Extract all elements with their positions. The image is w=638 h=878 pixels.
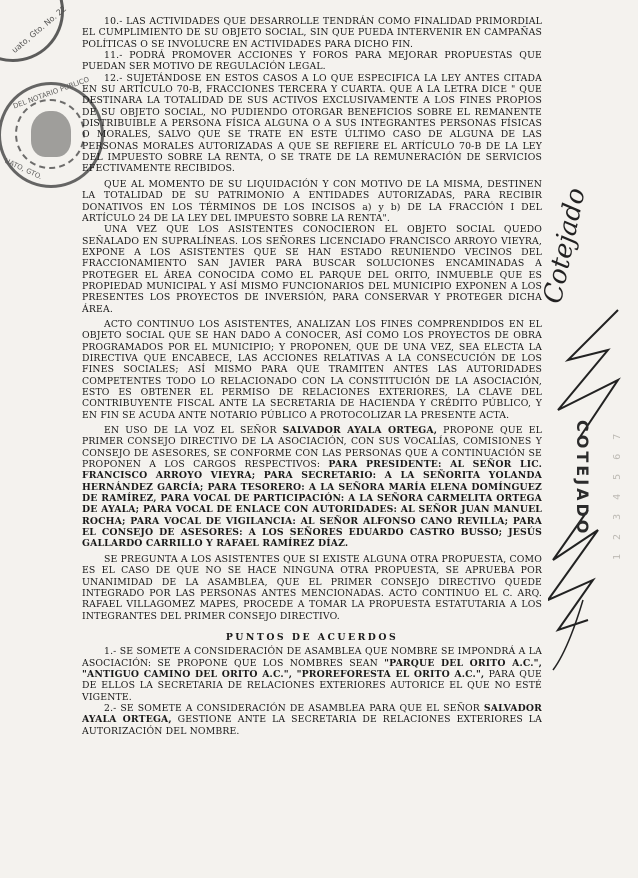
bleed-through-text: 1 2 3 4 5 6 7 — [612, 429, 623, 560]
proposer-name: SALVADOR AYALA ORTEGA, — [282, 425, 438, 437]
cotejado-handwritten: Cotejado — [538, 185, 592, 307]
agreement-2 — [82, 703, 542, 737]
clause-10: 10.- LAS ACTIVIDADES QUE DESARROLLE TENDRÁN COMO FINALIDAD PRIMORDIAL EL CUMPLIMIENTO DE SU OBJETO SOCIAL, SIN QUE PUEDA INTERVENIR EN CAMPAÑAS POLÍTICAS O SE INVOLUCRE EN ACTIVIDADES PARA DICHO FIN. — [82, 16, 542, 50]
agreement-2-name: SALVADOR AYALA ORTEGA, — [82, 702, 542, 726]
eagle-emblem-icon — [31, 111, 71, 157]
notary-stamp-corner — [0, 0, 69, 62]
agreement-2-end: GESTIONE ANTE LA SECRETARIA DE RELACIONES EXTERIORES LA AUTORIZACIÓN DEL NOMBRE. — [82, 714, 542, 737]
board-proposal-intro: EN USO DE LA VOZ EL SEÑOR — [104, 425, 283, 437]
liquidation-paragraph: QUE AL MOMENTO DE SU LIQUIDACIÓN Y CON MOTIVO DE LA MISMA, DESTINEN LA TOTALIDAD DE SU PATRIMONIO A ENTIDADES AUTORIZADAS, PARA RECIBIR DONATIVOS EN LOS TÉRMINOS DE LOS INCISOS a) y b) DE LA FRACCIÓN I DEL ARTÍCULO 24 DE LA LEY DEL IMPUESTO SOBRE LA RENTA". — [82, 178, 542, 224]
vote-paragraph: SE PREGUNTA A LOS ASISTENTES QUE SI EXISTE ALGUNA OTRA PROPUESTA, COMO ES EL CASO DE QUE NO SE HACE NINGUNA OTRA PROPUESTA, SE APRUEBA POR UNANIMIDAD DE LA ASAMBLEA, QUE EL PRIMER CONSEJO DIRECTIVO QUEDE INTEGRADO POR LAS PERSONAS ANTES MENCIONADAS. ACTO CONTINUO EL C. ARQ. RAFAEL VILLAGOMEZ MAPES, PROCEDE A TOMAR LA PROPUESTA ESTATUTARIA A LOS INTEGRANTES DEL PRIMER CONSEJO DIRECTIVO. — [82, 553, 542, 622]
clause-12: 12.- SUJETÁNDOSE EN ESTOS CASOS A LO QUE ESPECIFICA LA LEY ANTES CITADA EN SU ARTÍCULO 70-B, FRACCIONES TERCERA Y CUARTA. QUE A LA LETRA DICE " QUE DESTINARA LA TOTALIDAD DE SUS ACTIVOS EXCLUSIVAMENTE A LOS FINES PROPIOS DE SU OBJETO SOCIAL, NO PUDIENDO OTORGAR BENEFICIOS SOBRE EL REMANENTE DISTRIBUIBLE A PERSONA FÍSICA ALGUNA O A SUS INTEGRANTES PERSONAS FÍSICAS O MORALES, SALVO QUE SE TRATE EN ESTE ÚLTIMO CASO DE ALGUNA DE LAS PERSONAS MORALES AUTORIZADAS A QUE SE REFIERE EL ARTÍCULO 70-B DE LA LEY DEL IMPUESTO SOBRE LA RENTA, O SE TRATE DE LA REMUNERACIÓN DE SERVICIOS EFECTIVAMENTE RECIBIDOS. — [82, 72, 542, 175]
agreement-1 — [82, 646, 542, 703]
clause-11: 11.- PODRÁ PROMOVER ACCIONES Y FOROS PARA MEJORAR PROPUESTAS QUE PUEDAN SER MOTIVO DE REGULACIÓN LEGAL. — [82, 50, 542, 73]
cotejado-stamp: COTEJADO — [573, 420, 592, 537]
stamp-corner-text: uato, Gto. No. 22 — [10, 4, 69, 55]
seal-bottom-text: UATO, GTO. — [3, 156, 44, 182]
board-proposal-text: PROPONE QUE EL PRIMER CONSEJO DIRECTIVO DE LA ASOCIACIÓN, CON SUS VOCALÍAS, COMISIONES Y CONSEJO DE ASESORES, SE CONFORME CON LAS PERSONAS QUE A CONTINUACIÓN SE PROPONEN A LOS CARGOS RESPECTIVOS: — [82, 425, 542, 471]
agreement-1-text: 1.- SE SOMETE A CONSIDERACIÓN DE ASAMBLEA QUE NOMBRE SE IMPONDRÁ A LA ASOCIACIÓN: SE PROPONE QUE LOS NOMBRES SEAN — [82, 646, 542, 669]
attendees-paragraph: UNA VEZ QUE LOS ASISTENTES CONOCIERON EL OBJETO SOCIAL QUEDO SEÑALADO EN SUPRALÍNEAS. LOS SEÑORES LICENCIADO FRANCISCO ARROYO VIEYRA, EXPONE A LOS ASISTENTES QUE SE HAN ESTADO REUNIENDO VECINOS DEL FRACCIONAMIENTO SAN JAVIER PARA BUSCAR SOLUCIONES ENCAMINADAS A PROTEGER EL ÁREA CONOCIDA COMO EL PARQUE DEL ORITO, INMUEBLE QUE ES PROPIEDAD MUNICIPAL Y ASÍ MISMO FUNCIONARIOS DEL MUNICIPIO EXPONEN A LOS PRESENTES LOS PROYECTOS DE INVERSIÓN, PARA CONSERVAR Y PROTEGER DICHA ÁREA. — [82, 224, 542, 315]
signature-stroke-3 — [553, 600, 583, 670]
document-body — [82, 16, 542, 737]
proposed-names: "PARQUE DEL ORITO A.C.", "ANTIGUO CAMINO DEL ORITO A.C.", "PROREFORESTA EL ORITO A.C.", — [82, 657, 543, 680]
agreement-2-text: 2.- SE SOMETE A CONSIDERACIÓN DE ASAMBLEA PARA QUE EL SEÑOR — [104, 702, 484, 714]
board-proposal-paragraph — [82, 425, 542, 550]
board-members-list: PARA PRESIDENTE: AL SEÑOR LIC. FRANCISCO ARROYO VIEYRA; PARA SECRETARIO: A LA SEÑORITA YOLANDA HERNÁNDEZ GARCÍA; PARA TESORERO: A LA SEÑORA MARÍA ELENA DOMÍNGUEZ DE RAMÍREZ, PARA VOCAL DE PARTICIPACIÓN: A LA SEÑORA CARMELITA ORTEGA DE AYALA; PARA VOCAL DE ENLACE CON AUTORIDADES: AL SEÑOR JUAN MANUEL ROCHA; PARA VOCAL DE VIGILANCIA: AL SEÑOR ALFONSO CANO REVILLA; PARA EL CONSEJO DE ASESORES: A LOS SEÑORES EDUARDO CASTRO BUSSO; JESÚS GALLARDO CARRILLO Y RAFAEL RAMÍREZ DÍAZ. — [82, 459, 542, 550]
analysis-paragraph: ACTO CONTINUO LOS ASISTENTES, ANALIZAN LOS FINES COMPRENDIDOS EN EL OBJETO SOCIAL QUE SE HAN DADO A CONOCER, ASÍ COMO LOS PROYECTOS DE OBRA PROGRAMADOS POR EL MUNICIPIO; Y PROPONEN, QUE DE UNA VEZ, SEA ELECTA LA DIRECTIVA QUE ENCABECE, LAS ACCIONES RELATIVAS A LA CONSECUCIÓN DE LOS FINES SOCIALES; ASÍ MISMO PARA QUE TRAMITEN ANTES LAS AUTORIDADES COMPETENTES TODO LO RELACIONADO CON LA CONSTITUCIÓN DE LA ASOCIACIÓN, ESTO ES OBTENER EL PERMISO DE RELACIONES EXTERIORES, LA CLAVE DEL CONTRIBUYENTE FISCAL ANTE LA SECRETARIA DE HACIENDA Y CRÉDITO PÚBLICO, Y EN FIN SE ACUDA ANTE NOTARIO PÚBLICO A PROTOCOLIZAR LA PRESENTE ACTA. — [82, 318, 542, 421]
seal-top-text: DEL NOTARIO PUBLICO — [12, 75, 91, 111]
agreement-1-end: PARA QUE DE ELLOS LA SECRETARIA DE RELACIONES EXTERIORES AUTORICE EL QUE NO ESTÉ VIGENTE. — [82, 668, 542, 703]
agreements-heading: PUNTOS DE ACUERDOS — [225, 631, 399, 643]
